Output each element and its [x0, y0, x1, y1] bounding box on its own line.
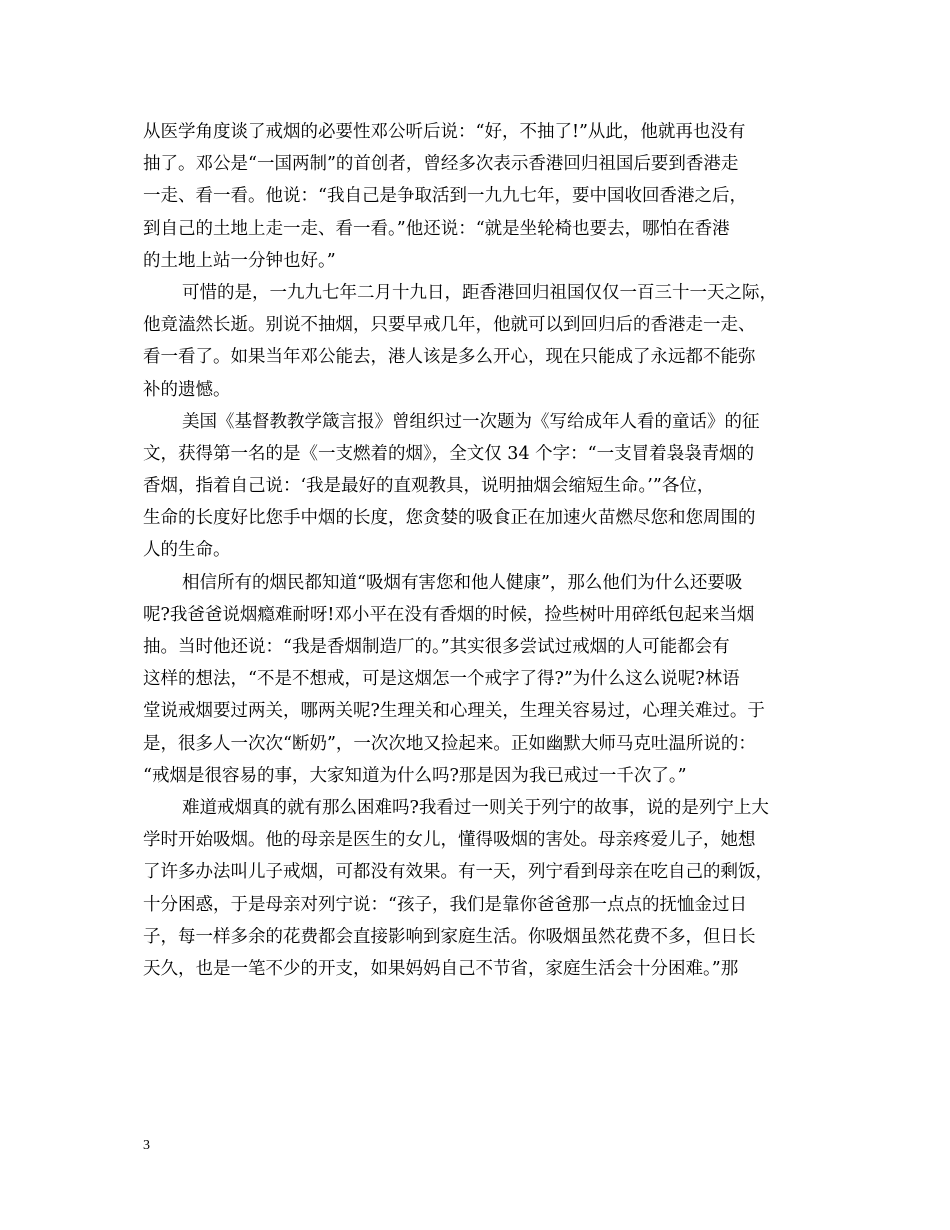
- text-line: 看一看了。如果当年邓公能去，港人该是多么开心，现在只能成了永远都不能弥: [143, 347, 756, 368]
- body-text: [143, 116, 807, 985]
- text-line: 香烟，指着自己说：‘我是最好的直观教具，说明抽烟会缩短生命。’”各位，: [143, 476, 715, 497]
- text-line: 了许多办法叫儿子戒烟，可都没有效果。有一天，列宁看到母亲在吃自己的剩饭，: [143, 862, 773, 883]
- text-line: 堂说戒烟要过两关，哪两关呢?生理关和心理关，生理关容易过，心理关难过。于: [143, 701, 765, 722]
- text-line: 相信所有的烟民都知道“吸烟有害您和他人健康”，那么他们为什么还要吸: [182, 572, 743, 593]
- text-line: 人的生命。: [143, 540, 231, 561]
- text-line: 天久，也是一笔不少的开支，如果妈妈自己不节省，家庭生活会十分困难。”那: [143, 958, 739, 979]
- text-line: 从医学角度谈了戒烟的必要性邓公听后说：“好，不抽了!”从此，他就再也没有: [143, 122, 746, 142]
- paragraph: [143, 116, 807, 277]
- text-line: 抽。当时他还说：“我是香烟制造厂的。”其实很多尝试过戒烟的人可能都会有: [143, 637, 730, 657]
- text-line: 是，很多人一次次“断奶”，一次次地又捡起来。正如幽默大师马克吐温所说的：: [143, 733, 756, 754]
- text-line: 难道戒烟真的就有那么困难吗?我看过一则关于列宁的故事，说的是列宁上大: [182, 797, 769, 818]
- text-line: 生命的长度好比您手中烟的长度，您贪婪的吸食正在加速火苗燃尽您和您周围的: [143, 508, 756, 529]
- page-number: 3: [143, 1138, 150, 1153]
- text-line: 十分困惑，于是母亲对列宁说：“孩子，我们是靠你爸爸那一点点的抚恤金过日: [143, 894, 747, 915]
- paragraph: [143, 567, 807, 792]
- text-line: 一走、看一看。他说：“我自己是争取活到一九九七年，要中国收回香港之后，: [143, 186, 747, 207]
- text-line: 他竟溘然长逝。别说不抽烟，只要早戒几年，他就可以到回归后的香港走一走、: [143, 315, 756, 336]
- text-line: 美国《基督教教学箴言报》曾组织过一次题为《写给成年人看的童话》的征: [182, 411, 760, 432]
- text-line: 子，每一样多余的花费都会直接影响到家庭生活。你吸烟虽然花费不多，但日长: [143, 926, 756, 947]
- paragraph: [143, 792, 807, 985]
- text-line: “戒烟是很容易的事，大家知道为什么吗?那是因为我已戒过一千次了。”: [143, 765, 687, 786]
- text-line: 学时开始吸烟。他的母亲是医生的女儿，懂得吸烟的害处。母亲疼爱儿子，她想: [143, 830, 756, 851]
- text-line: 这样的想法，“不是不想戒，可是这烟怎一个戒字了得?”为什么这么说呢?林语: [143, 669, 740, 690]
- paragraph: [143, 406, 807, 567]
- text-line: 文，获得第一名的是《一支燃着的烟》，全文仅 34 个字：“一支冒着袅袅青烟的: [143, 443, 755, 464]
- text-line: 补的遗憾。: [143, 379, 231, 400]
- text-line: 到自己的土地上走一走、看一看。”他还说：“就是坐轮椅也要去，哪怕在香港: [143, 218, 730, 239]
- paragraph: [143, 277, 807, 406]
- text-line: 抽了。邓公是“一国两制”的首创者，曾经多次表示香港回归祖国后要到香港走: [143, 154, 739, 175]
- text-line: 呢?我爸爸说烟瘾难耐呀!邓小平在没有香烟的时候，捡些树叶用碎纸包起来当烟: [143, 604, 755, 625]
- text-line: 可惜的是，一九九七年二月十九日，距香港回归祖国仅仅一百三十一天之际，: [182, 282, 777, 303]
- text-line: 的土地上站一分钟也好。”: [143, 250, 336, 271]
